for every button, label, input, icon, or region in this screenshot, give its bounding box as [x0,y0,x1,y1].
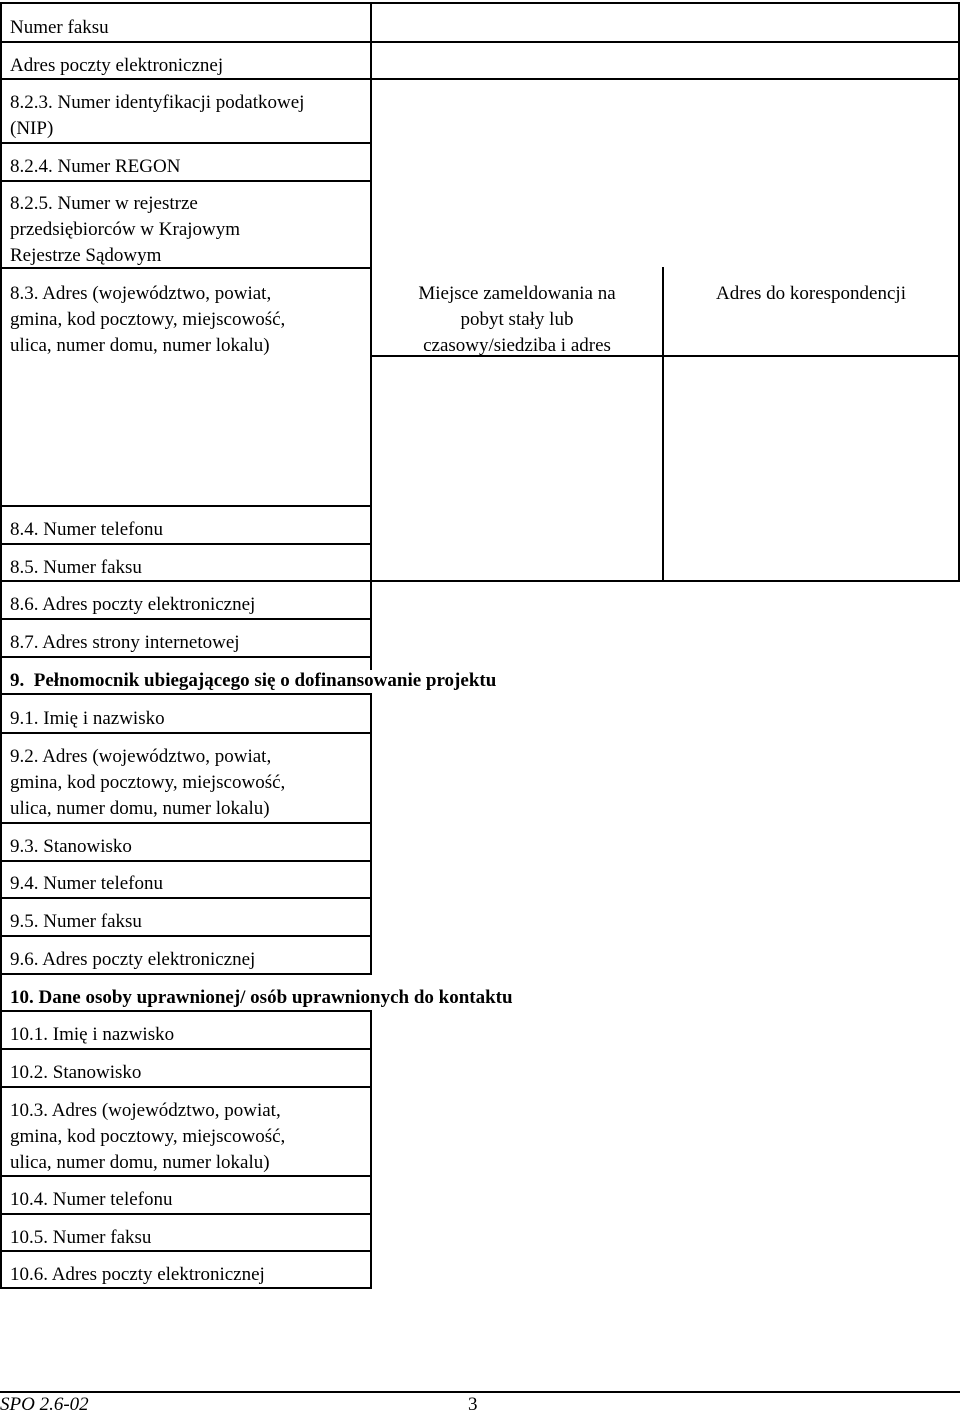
label-address: ulica, numer domu, numer lokalu) [10,1152,270,1173]
value-field-contact-name[interactable] [372,1012,958,1048]
value-field-residence-address[interactable] [372,357,662,580]
row-border [0,935,370,937]
row-border [0,1010,370,1012]
label-krs: przedsiębiorców w Krajowym [10,219,241,240]
row-border [0,1250,370,1252]
footer-divider [0,1391,960,1393]
label-nip: (NIP) [10,118,54,139]
label-address: 8.3. Adres (województwo, powiat, [10,283,272,304]
value-field-website[interactable] [372,620,958,656]
label-address: gmina, kod pocztowy, miejscowość, [10,309,286,330]
column-header-residence: Miejsce zameldowania na [418,283,616,304]
label-regon: 8.2.4. Numer REGON [10,156,181,177]
value-field-rep-name[interactable] [372,695,958,732]
column-header-correspondence: Adres do korespondencji [716,283,906,304]
column-header-residence: pobyt stały lub [460,309,574,330]
value-field-rep-phone[interactable] [372,862,958,897]
label-email: 9.6. Adres poczty elektronicznej [10,949,256,970]
label-address: gmina, kod pocztowy, miejscowość, [10,1126,286,1147]
row-border [0,732,370,734]
label-address: ulica, numer domu, numer lokalu) [10,798,270,819]
label-name: 9.1. Imię i nazwisko [10,708,165,729]
row-border [0,1175,370,1177]
row-border [0,142,370,144]
label-name: 10.1. Imię i nazwisko [10,1024,175,1045]
value-field-rep-fax[interactable] [372,899,958,935]
label-nip: 8.2.3. Numer identyfikacji podatkowej [10,92,305,113]
row-border [0,1048,370,1050]
row-border [0,822,370,824]
label-position: 9.3. Stanowisko [10,836,132,857]
column-border [0,2,2,1289]
section-heading: 10. Dane osoby uprawnionej/ osób uprawnionych do kontaktu [10,987,513,1008]
label-address: 9.2. Adres (województwo, powiat, [10,746,272,767]
row-border [0,860,370,862]
value-field-rep-position[interactable] [372,824,958,860]
value-field-email-top[interactable] [372,43,958,78]
section-heading: 9. Pełnomocnik ubiegającego się o dofinansowanie projektu [10,670,497,691]
label-website: 8.7. Adres strony internetowej [10,632,240,653]
row-border [0,693,370,695]
row-border [0,505,370,507]
value-field-rep-email[interactable] [372,937,958,973]
row-border [0,618,370,620]
label-address: gmina, kod pocztowy, miejscowość, [10,772,286,793]
value-field-email[interactable] [372,582,958,618]
row-border [0,656,370,658]
value-field-rep-address[interactable] [372,734,958,822]
label-krs: Rejestrze Sądowym [10,245,162,266]
column-header-residence: czasowy/siedziba i adres [423,335,611,356]
row-border [0,1287,370,1289]
page-number: 3 [468,1394,478,1415]
label-phone: 8.4. Numer telefonu [10,519,164,540]
value-field-correspondence-address[interactable] [664,357,958,580]
value-field-contact-email[interactable] [372,1252,958,1287]
label-phone: 10.4. Numer telefonu [10,1189,173,1210]
value-field-contact-phone[interactable] [372,1177,958,1213]
label-email: 10.6. Adres poczty elektronicznej [10,1264,265,1285]
label-address: ulica, numer domu, numer lokalu) [10,335,270,356]
value-field-nip[interactable] [372,80,958,267]
label-position: 10.2. Stanowisko [10,1062,142,1083]
label-fax: 10.5. Numer faksu [10,1227,152,1248]
label-email: 8.6. Adres poczty elektronicznej [10,594,256,615]
value-field-contact-position[interactable] [372,1050,958,1086]
label-fax-top: Numer faksu [10,17,109,38]
value-field-contact-address[interactable] [372,1088,958,1175]
label-fax: 9.5. Numer faksu [10,911,142,932]
label-address: 10.3. Adres (województwo, powiat, [10,1100,281,1121]
row-border [0,1086,370,1088]
row-border [0,897,370,899]
value-field-contact-fax[interactable] [372,1215,958,1250]
row-border [0,1213,370,1215]
value-field-fax-top[interactable] [372,4,958,41]
document-code: SPO 2.6-02 [0,1394,89,1415]
label-email-top: Adres poczty elektronicznej [10,55,224,76]
row-border [0,973,370,975]
label-fax: 8.5. Numer faksu [10,557,142,578]
label-phone: 9.4. Numer telefonu [10,873,164,894]
row-border [0,180,370,182]
row-border [0,543,370,545]
label-krs: 8.2.5. Numer w rejestrze [10,193,198,214]
